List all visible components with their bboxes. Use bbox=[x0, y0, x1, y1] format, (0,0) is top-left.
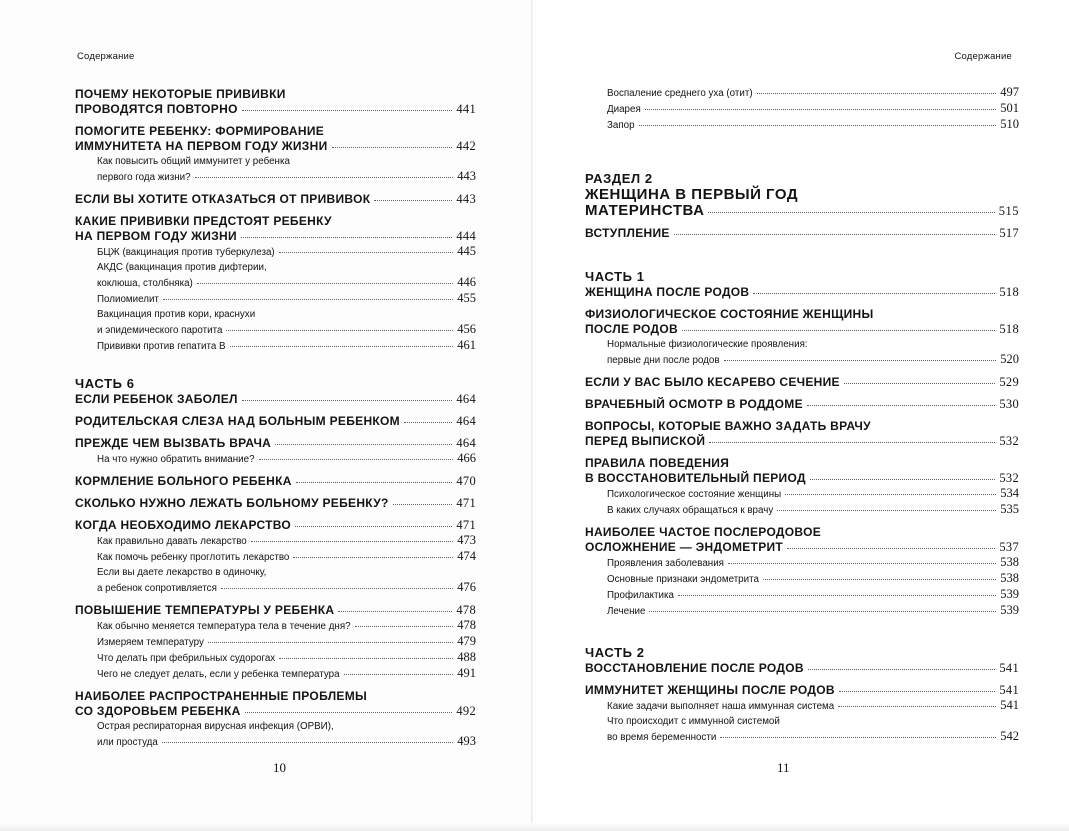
dot-leader bbox=[295, 526, 452, 527]
dot-leader bbox=[332, 147, 453, 148]
toc-entry-line bbox=[75, 87, 476, 102]
toc-subentry[interactable] bbox=[75, 533, 476, 549]
dot-leader bbox=[404, 422, 452, 423]
toc-page-number: 456 bbox=[457, 322, 476, 336]
toc-entry-title: НА ПЕРВОМ ГОДУ ЖИЗНИ bbox=[75, 229, 237, 243]
toc-page-number: 518 bbox=[999, 285, 1019, 299]
dot-leader bbox=[777, 510, 996, 511]
dot-leader bbox=[163, 299, 453, 300]
toc-entry-title: В ВОССТАНОВИТЕЛЬНЫЙ ПЕРИОД bbox=[585, 471, 806, 485]
toc-page-number: 443 bbox=[456, 192, 476, 206]
toc-page-number: 537 bbox=[999, 540, 1019, 554]
toc-page-number: 478 bbox=[456, 603, 476, 617]
page-bottom-edge bbox=[0, 823, 1069, 831]
toc-page-number: 532 bbox=[999, 471, 1019, 485]
dot-leader bbox=[674, 234, 996, 235]
toc-entry[interactable] bbox=[585, 661, 1019, 676]
toc-section-entry[interactable] bbox=[585, 187, 1019, 219]
toc-entry-title: Измеряем температуру bbox=[97, 637, 204, 648]
toc-subentry[interactable] bbox=[585, 555, 1019, 571]
toc-subentry[interactable] bbox=[75, 307, 476, 338]
toc-entry-title: В каких случаях обращаться к врачу bbox=[607, 505, 774, 516]
toc-entry-title: Основные признаки эндометрита bbox=[607, 574, 759, 585]
toc-page-number: 492 bbox=[456, 704, 476, 718]
dot-leader bbox=[757, 93, 997, 94]
toc-entry-title: ПРОВОДЯТСЯ ПОВТОРНО bbox=[75, 102, 238, 116]
toc-entry-title: первого года жизни? bbox=[97, 172, 191, 183]
toc-page-number: 530 bbox=[999, 397, 1019, 411]
toc-subentry[interactable] bbox=[585, 698, 1019, 714]
toc-entry-title: ВОПРОСЫ, КОТОРЫЕ ВАЖНО ЗАДАТЬ ВРАЧУ bbox=[585, 419, 871, 433]
toc-subentry[interactable] bbox=[585, 117, 1019, 133]
dot-leader bbox=[355, 626, 454, 627]
toc-entry[interactable] bbox=[585, 456, 1019, 486]
dot-leader bbox=[763, 579, 996, 580]
dot-leader bbox=[279, 252, 454, 253]
running-head: Содержание bbox=[77, 51, 135, 62]
toc-entry[interactable] bbox=[585, 285, 1019, 300]
toc-subentry[interactable] bbox=[75, 291, 476, 307]
dot-leader bbox=[208, 642, 453, 643]
toc-entry-title: ПРАВИЛА ПОВЕДЕНИЯ bbox=[585, 456, 730, 470]
toc-entry-title: ПОЧЕМУ НЕКОТОРЫЕ ПРИВИВКИ bbox=[75, 87, 286, 101]
toc-entry-title: Лечение bbox=[607, 606, 646, 617]
toc-page-number: 464 bbox=[456, 414, 476, 428]
dot-leader bbox=[242, 110, 453, 111]
dot-leader bbox=[393, 504, 453, 505]
toc-entry-title: Вакцинация против кори, краснухи bbox=[97, 309, 256, 320]
toc-subentry[interactable] bbox=[585, 101, 1019, 117]
dot-leader bbox=[708, 212, 994, 213]
toc-entry-title: ЖЕНЩИНА ПОСЛЕ РОДОВ bbox=[585, 285, 750, 299]
toc-page-number: 471 bbox=[456, 496, 476, 510]
toc-entry-title: На что нужно обратить внимание? bbox=[97, 454, 255, 465]
toc-entry-title: Полиомиелит bbox=[97, 294, 159, 305]
dot-leader bbox=[195, 177, 454, 178]
toc-entry-title: Как повысить общий иммунитет у ребенка bbox=[97, 156, 290, 167]
toc-entry-title: ИММУНИТЕТА НА ПЕРВОМ ГОДУ ЖИЗНИ bbox=[75, 139, 328, 153]
toc-page-number: 538 bbox=[1000, 571, 1019, 585]
toc-page-number: 464 bbox=[456, 436, 476, 450]
toc-page-number: 446 bbox=[457, 275, 476, 289]
dot-leader bbox=[808, 669, 995, 670]
part-label: ЧАСТЬ 1 bbox=[585, 269, 645, 284]
toc-page-number: 493 bbox=[457, 734, 476, 748]
toc-page-number: 529 bbox=[999, 375, 1019, 389]
toc-entry-title: Какие задачи выполняет наша иммунная система bbox=[607, 701, 835, 712]
toc-entry-title: Проявления заболевания bbox=[607, 558, 724, 569]
toc-entry-title: ЕСЛИ ВЫ ХОТИТЕ ОТКАЗАТЬСЯ ОТ ПРИВИВОК bbox=[75, 192, 371, 206]
toc-entry-title: ВОССТАНОВЛЕНИЕ ПОСЛЕ РОДОВ bbox=[585, 661, 804, 675]
toc-subentry[interactable] bbox=[75, 549, 476, 565]
toc-entry-title: НАИБОЛЕЕ РАСПРОСТРАНЕННЫЕ ПРОБЛЕМЫ bbox=[75, 689, 368, 703]
toc-page-number: 510 bbox=[1000, 117, 1019, 131]
table-of-contents bbox=[75, 87, 476, 750]
toc-entry-title: РОДИТЕЛЬСКАЯ СЛЕЗА НАД БОЛЬНЫМ РЕБЕНКОМ bbox=[75, 414, 400, 428]
toc-entry-title: БЦЖ (вакцинация против туберкулеза) bbox=[97, 247, 275, 258]
toc-page-number: 443 bbox=[457, 169, 476, 183]
toc-entry-title: ПОМОГИТЕ РЕБЕНКУ: ФОРМИРОВАНИЕ bbox=[75, 124, 325, 138]
toc-page-number: 476 bbox=[457, 580, 476, 594]
toc-subentry[interactable] bbox=[585, 571, 1019, 587]
toc-entry[interactable] bbox=[585, 525, 1019, 555]
dot-leader bbox=[649, 611, 996, 612]
toc-subentry[interactable] bbox=[75, 565, 476, 596]
dot-leader bbox=[724, 360, 997, 361]
dot-leader bbox=[275, 444, 452, 445]
toc-entry-title: Прививки против гепатита В bbox=[97, 341, 226, 352]
toc-entry-title: Чего не следует делать, если у ребенка температура bbox=[97, 669, 340, 680]
toc-entry-title: Запор bbox=[607, 120, 635, 131]
dot-leader bbox=[709, 442, 995, 443]
toc-entry-title: МАТЕРИНСТВА bbox=[585, 202, 705, 219]
toc-subentry[interactable] bbox=[75, 650, 476, 666]
toc-entry-title: ВРАЧЕБНЫЙ ОСМОТР В РОДДОМЕ bbox=[585, 397, 803, 411]
dot-leader bbox=[251, 541, 454, 542]
toc-subentry[interactable] bbox=[75, 666, 476, 682]
toc-entry[interactable] bbox=[75, 87, 476, 117]
dot-leader bbox=[807, 405, 995, 406]
toc-page-number: 491 bbox=[457, 666, 476, 680]
toc-entry[interactable] bbox=[75, 436, 476, 451]
toc-entry-title: ФИЗИОЛОГИЧЕСКОЕ СОСТОЯНИЕ ЖЕНЩИНЫ bbox=[585, 307, 874, 321]
dot-leader bbox=[753, 293, 995, 294]
page-number: 10 bbox=[273, 760, 286, 775]
dot-leader bbox=[241, 237, 452, 238]
toc-entry[interactable] bbox=[585, 375, 1019, 390]
dot-leader bbox=[344, 674, 454, 675]
toc-entry-title: ОСЛОЖНЕНИЕ — ЭНДОМЕТРИТ bbox=[585, 540, 784, 554]
toc-page-number: 517 bbox=[999, 226, 1019, 240]
toc-entry[interactable] bbox=[75, 392, 476, 407]
toc-entry[interactable] bbox=[585, 419, 1019, 449]
toc-entry-title: коклюша, столбняка) bbox=[97, 278, 193, 289]
toc-entry-title: Диарея bbox=[607, 104, 641, 115]
toc-subentry[interactable] bbox=[585, 502, 1019, 518]
toc-entry-title: АКДС (вакцинация против дифтерии, bbox=[97, 262, 267, 273]
dot-leader bbox=[838, 706, 996, 707]
toc-subentry[interactable] bbox=[75, 154, 476, 185]
toc-page-number: 541 bbox=[999, 661, 1019, 675]
toc-entry-title: и эпидемического паротита bbox=[97, 325, 223, 336]
dot-leader bbox=[279, 658, 453, 659]
toc-subentry[interactable] bbox=[585, 603, 1019, 619]
dot-leader bbox=[810, 479, 996, 480]
toc-entry-title: Если вы даете лекарство в одиночку, bbox=[97, 567, 267, 578]
toc-entry-title: первые дни после родов bbox=[607, 355, 720, 366]
toc-page-number: 473 bbox=[457, 533, 476, 547]
dot-leader bbox=[197, 283, 453, 284]
dot-leader bbox=[230, 346, 454, 347]
toc-page-number: 538 bbox=[1000, 555, 1019, 569]
right-page bbox=[533, 0, 1069, 831]
toc-page-number: 474 bbox=[457, 549, 476, 563]
dot-leader bbox=[293, 557, 453, 558]
section-label: РАЗДЕЛ 2 bbox=[585, 171, 653, 186]
dot-leader bbox=[839, 691, 996, 692]
toc-entry-title: СО ЗДОРОВЬЕМ РЕБЕНКА bbox=[75, 704, 241, 718]
toc-entry-title: Профилактика bbox=[607, 590, 674, 601]
toc-page-number: 539 bbox=[1000, 587, 1019, 601]
toc-entry-title: КОГДА НЕОБХОДИМО ЛЕКАРСТВО bbox=[75, 518, 292, 532]
toc-page-number: 445 bbox=[457, 244, 476, 258]
dot-leader bbox=[787, 548, 995, 549]
toc-entry-title: Что делать при фебрильных судорогах bbox=[97, 653, 276, 664]
toc-subentry[interactable] bbox=[585, 714, 1019, 745]
dot-leader bbox=[245, 712, 453, 713]
toc-subentry[interactable] bbox=[75, 618, 476, 634]
toc-entry-title: Как обычно меняется температура тела в течение дня? bbox=[97, 621, 351, 632]
toc-subentry[interactable] bbox=[75, 244, 476, 260]
toc-entry-title: во время беременности bbox=[607, 732, 717, 743]
toc-page-number: 461 bbox=[457, 338, 476, 352]
toc-page-number: 518 bbox=[999, 322, 1019, 336]
toc-page-number: 501 bbox=[1000, 101, 1019, 115]
toc-page-number: 478 bbox=[457, 618, 476, 632]
left-page bbox=[0, 0, 532, 831]
dot-leader bbox=[296, 482, 453, 483]
toc-subentry[interactable] bbox=[75, 338, 476, 354]
dot-leader bbox=[678, 595, 996, 596]
toc-entry-title: Как помочь ребенку проглотить лекарство bbox=[97, 552, 290, 563]
toc-entry[interactable] bbox=[75, 474, 476, 489]
toc-entry-title: ПЕРЕД ВЫПИСКОЙ bbox=[585, 434, 706, 448]
toc-entry[interactable] bbox=[585, 307, 1019, 337]
part-label: ЧАСТЬ 2 bbox=[585, 645, 645, 660]
toc-entry[interactable] bbox=[75, 689, 476, 719]
table-of-contents bbox=[585, 85, 1019, 745]
toc-subentry[interactable] bbox=[585, 587, 1019, 603]
dot-leader bbox=[226, 330, 453, 331]
dot-leader bbox=[720, 737, 996, 738]
dot-leader bbox=[682, 330, 995, 331]
dot-leader bbox=[844, 383, 995, 384]
toc-page-number: 488 bbox=[457, 650, 476, 664]
toc-entry[interactable] bbox=[75, 124, 476, 154]
toc-page-number: 497 bbox=[1000, 85, 1019, 99]
toc-entry-title: ПРЕЖДЕ ЧЕМ ВЫЗВАТЬ ВРАЧА bbox=[75, 436, 272, 450]
toc-page-number: 542 bbox=[1000, 729, 1019, 743]
toc-page-number: 479 bbox=[457, 634, 476, 648]
part-label: ЧАСТЬ 6 bbox=[75, 376, 135, 391]
toc-page-number: 471 bbox=[456, 518, 476, 532]
toc-subentry[interactable] bbox=[75, 451, 476, 467]
toc-entry[interactable] bbox=[75, 414, 476, 429]
toc-entry[interactable] bbox=[585, 397, 1019, 412]
toc-subentry[interactable] bbox=[585, 486, 1019, 502]
toc-subentry[interactable] bbox=[585, 337, 1019, 368]
dot-leader bbox=[221, 588, 453, 589]
toc-page-number: 464 bbox=[456, 392, 476, 406]
dot-leader bbox=[338, 611, 452, 612]
toc-entry-title: ЕСЛИ РЕБЕНОК ЗАБОЛЕЛ bbox=[75, 392, 238, 406]
toc-page-number: 441 bbox=[456, 102, 476, 116]
toc-entry-title: Острая респираторная вирусная инфекция (ОРВИ), bbox=[97, 721, 334, 732]
toc-page-number: 444 bbox=[456, 229, 476, 243]
toc-entry[interactable] bbox=[585, 683, 1019, 698]
dot-leader bbox=[259, 459, 454, 460]
toc-entry[interactable] bbox=[75, 496, 476, 511]
dot-leader bbox=[242, 400, 453, 401]
toc-page-number: 470 bbox=[456, 474, 476, 488]
toc-page-number: 541 bbox=[999, 683, 1019, 697]
toc-entry-title: Воспаление среднего уха (отит) bbox=[607, 88, 753, 99]
toc-subentry[interactable] bbox=[75, 260, 476, 291]
toc-entry-title: ВСТУПЛЕНИЕ bbox=[585, 226, 670, 240]
running-head: Содержание bbox=[954, 51, 1012, 62]
toc-page-number: 520 bbox=[1000, 352, 1019, 366]
dot-leader bbox=[162, 742, 453, 743]
toc-page-number: 455 bbox=[457, 291, 476, 305]
toc-subentry[interactable] bbox=[585, 85, 1019, 101]
dot-leader bbox=[639, 125, 997, 126]
toc-entry-title: или простуда bbox=[97, 737, 158, 748]
toc-entry[interactable] bbox=[585, 226, 1019, 241]
toc-entry-title: ИММУНИТЕТ ЖЕНЩИНЫ ПОСЛЕ РОДОВ bbox=[585, 683, 835, 697]
toc-page-number: 532 bbox=[999, 434, 1019, 448]
toc-entry-title: а ребенок сопротивляется bbox=[97, 583, 217, 594]
toc-entry-title: ПОВЫШЕНИЕ ТЕМПЕРАТУРЫ У РЕБЕНКА bbox=[75, 603, 335, 617]
toc-entry-title: НАИБОЛЕЕ ЧАСТОЕ ПОСЛЕРОДОВОЕ bbox=[585, 525, 822, 539]
toc-subentry[interactable] bbox=[75, 634, 476, 650]
toc-page-number: 535 bbox=[1000, 502, 1019, 516]
toc-entry-title: СКОЛЬКО НУЖНО ЛЕЖАТЬ БОЛЬНОМУ РЕБЕНКУ? bbox=[75, 496, 389, 510]
page-number: 11 bbox=[777, 760, 790, 775]
toc-entry[interactable] bbox=[75, 214, 476, 244]
toc-entry-title: Что происходит с иммунной системой bbox=[607, 716, 780, 727]
dot-leader bbox=[645, 109, 996, 110]
toc-entry-title: КАКИЕ ПРИВИВКИ ПРЕДСТОЯТ РЕБЕНКУ bbox=[75, 214, 332, 228]
toc-entry-title: КОРМЛЕНИЕ БОЛЬНОГО РЕБЕНКА bbox=[75, 474, 292, 488]
toc-entry[interactable] bbox=[75, 192, 476, 207]
toc-page-number: 534 bbox=[1000, 486, 1019, 500]
toc-page-number: 515 bbox=[998, 204, 1019, 218]
toc-page-number: 466 bbox=[457, 451, 476, 465]
toc-page-number: 541 bbox=[1000, 698, 1019, 712]
toc-entry-title: ЕСЛИ У ВАС БЫЛО КЕСАРЕВО СЕЧЕНИЕ bbox=[585, 375, 840, 389]
dot-leader bbox=[728, 563, 996, 564]
toc-page-number: 442 bbox=[456, 139, 476, 153]
toc-page-number: 539 bbox=[1000, 603, 1019, 617]
toc-entry-title: Нормальные физиологические проявления: bbox=[607, 339, 808, 350]
dot-leader bbox=[374, 200, 452, 201]
toc-entry-title: ПОСЛЕ РОДОВ bbox=[585, 322, 678, 336]
toc-entry-title: ЖЕНЩИНА В ПЕРВЫЙ ГОД bbox=[585, 186, 799, 203]
dot-leader bbox=[785, 494, 996, 495]
toc-entry[interactable] bbox=[75, 518, 476, 533]
toc-entry-title: Психологическое состояние женщины bbox=[607, 489, 782, 500]
toc-subentry[interactable] bbox=[75, 719, 476, 750]
toc-entry-title: Как правильно давать лекарство bbox=[97, 536, 247, 547]
toc-entry[interactable] bbox=[75, 603, 476, 618]
